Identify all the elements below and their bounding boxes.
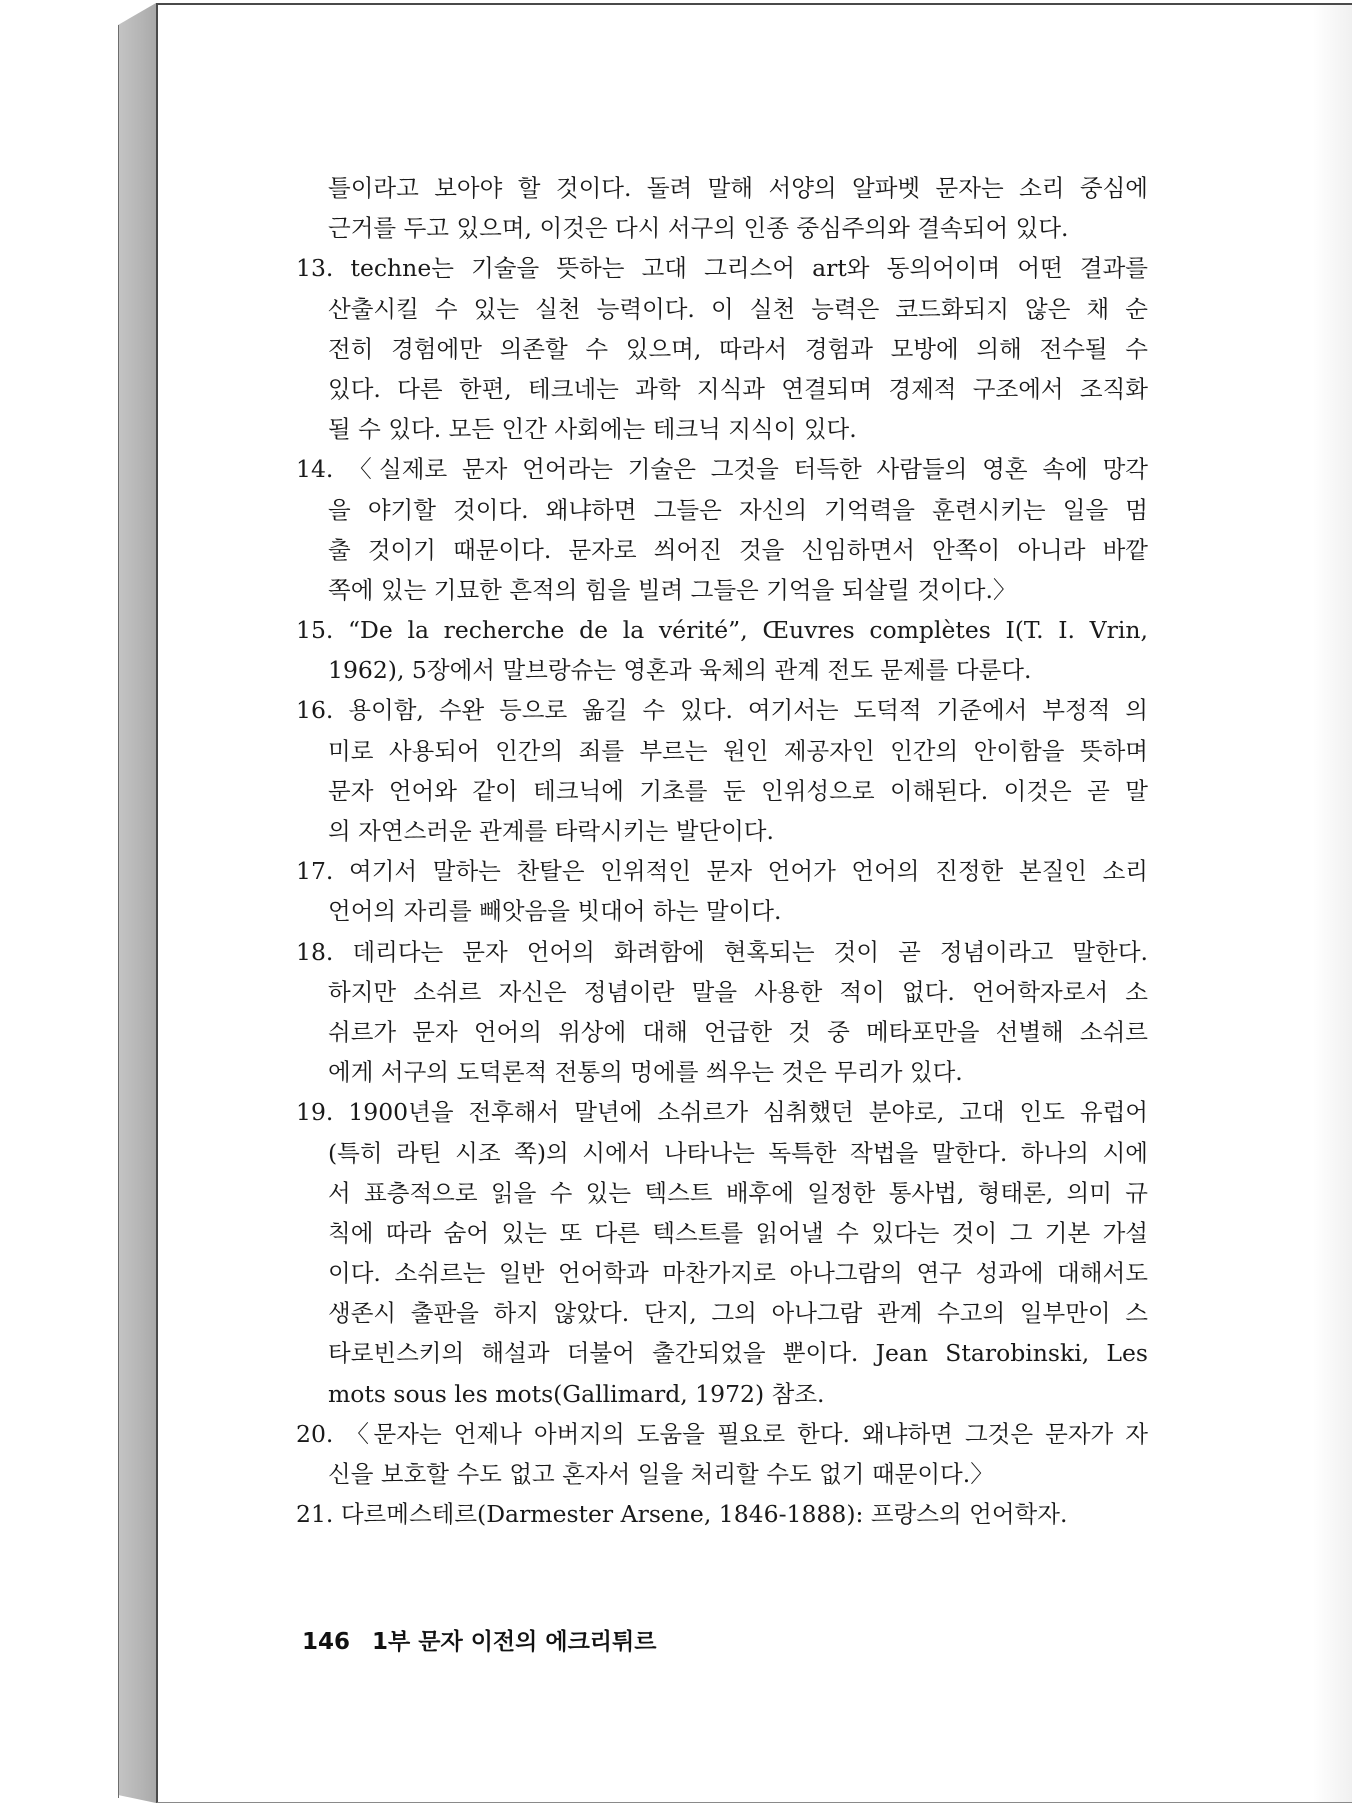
footnote-line bbox=[296, 1213, 1148, 1253]
footnote-text: 틀이라고 보아야 할 것이다. 돌려 말해 서양의 알파벳 문자는 소리 중심에 bbox=[328, 174, 1148, 202]
footnote-line bbox=[296, 771, 1148, 811]
footnote-text: 1962), 5장에서 말브랑슈는 영혼과 육체의 관계 전도 문제를 다룬다. bbox=[328, 656, 1032, 685]
footnote-19 bbox=[296, 1092, 1148, 1414]
footnote-text: (특히 라틴 시조 쪽)의 시에서 나타나는 독특한 작법을 말한다. 하나의 시에 bbox=[328, 1138, 1148, 1167]
footnote-text: 에게 서구의 도덕론적 전통의 멍에를 씌우는 것은 무리가 있다. bbox=[328, 1058, 963, 1087]
footnote-line bbox=[296, 369, 1148, 409]
footnote-15 bbox=[296, 610, 1148, 690]
footnote-text: 하지만 소쉬르 자신은 정념이란 말을 사용한 적이 없다. 언어학자로서 소 bbox=[328, 977, 1148, 1006]
footnote-line bbox=[296, 248, 1148, 288]
footnote-text: 의 자연스러운 관계를 타락시키는 발단이다. bbox=[328, 817, 774, 845]
footnote-line bbox=[296, 449, 1148, 489]
footnote-number: 16. bbox=[296, 696, 349, 725]
footnote-text: 산출시킬 수 있는 실천 능력이다. 이 실천 능력은 코드화되지 않은 채 순 bbox=[328, 294, 1148, 323]
footnote-text: 될 수 있다. 모든 인간 사회에는 테크닉 지식이 있다. bbox=[328, 415, 857, 444]
footnote-text: 신을 보호할 수도 없고 혼자서 일을 처리할 수도 없기 때문이다.〉 bbox=[328, 1460, 994, 1488]
footnote-text: 생존시 출판을 하지 않았다. 단지, 그의 아나그람 관계 수고의 일부만이 스 bbox=[328, 1299, 1148, 1328]
footnote-text: 쪽에 있는 기묘한 흔적의 힘을 빌려 그들은 기억을 되살릴 것이다.〉 bbox=[328, 575, 1017, 604]
footnote-text: 〈실제로 문자 언어라는 기술은 그것을 터득한 사람들의 영혼 속에 망각 bbox=[348, 455, 1149, 484]
footnote-line bbox=[296, 731, 1148, 771]
page-footer bbox=[302, 1623, 656, 1656]
footnote-text: 용이함, 수완 등으로 옮길 수 있다. 여기서는 도덕적 기준에서 부정적 의 bbox=[348, 696, 1148, 725]
footnote-text: 〈문자는 언제나 아버지의 도움을 필요로 한다. 왜냐하면 그것은 문자가 자 bbox=[345, 1419, 1149, 1448]
footnote-line bbox=[296, 1414, 1148, 1454]
footnote-text: 근거를 두고 있으며, 이것은 다시 서구의 인종 중심주의와 결속되어 있다. bbox=[328, 214, 1069, 243]
footnote-line bbox=[296, 851, 1148, 891]
footnote-21 bbox=[296, 1494, 1148, 1534]
footnote-continued bbox=[296, 168, 1148, 248]
footnote-number: 14. bbox=[296, 455, 349, 484]
footnote-number: 17. bbox=[296, 857, 350, 886]
footnote-line bbox=[296, 530, 1148, 570]
footnote-text: 언어의 자리를 빼앗음을 빗대어 하는 말이다. bbox=[328, 897, 782, 926]
footnote-number: 13. bbox=[296, 254, 351, 283]
footnote-line bbox=[296, 329, 1148, 369]
footnote-line bbox=[296, 1454, 1148, 1494]
footnote-text: 1900년을 전후해서 말년에 소쉬르가 심취했던 분야로, 고대 인도 유럽어 bbox=[348, 1098, 1148, 1127]
footnote-line bbox=[296, 409, 1148, 449]
footnote-text: techne는 기술을 뜻하는 고대 그리스어 art와 동의어이며 어떤 결과를 bbox=[350, 254, 1148, 283]
footnote-line bbox=[296, 1293, 1148, 1333]
footnote-14 bbox=[296, 449, 1148, 610]
footnote-text: 있다. 다른 한편, 테크네는 과학 지식과 연결되며 경제적 구조에서 조직화 bbox=[328, 374, 1148, 403]
footnote-line bbox=[296, 1173, 1148, 1213]
footnote-line bbox=[296, 932, 1148, 972]
footnote-line bbox=[296, 1333, 1148, 1373]
footnote-18 bbox=[296, 932, 1148, 1093]
footnote-text: 이다. 소쉬르는 일반 언어학과 마찬가지로 아나그람의 연구 성과에 대해서도 bbox=[328, 1259, 1148, 1288]
footnote-line bbox=[296, 1052, 1148, 1092]
footnote-line bbox=[296, 1012, 1148, 1052]
footnote-line bbox=[296, 690, 1148, 730]
book-spine-edge bbox=[118, 25, 119, 1798]
footnote-text: 칙에 따라 숨어 있는 또 다른 텍스트를 읽어낼 수 있다는 것이 그 기본 가설 bbox=[328, 1218, 1148, 1247]
footnote-line bbox=[296, 490, 1148, 530]
footnote-line bbox=[296, 168, 1148, 208]
footnotes-body bbox=[296, 168, 1148, 1534]
footnote-line bbox=[296, 891, 1148, 931]
footnote-text: 출 것이기 때문이다. 문자로 씌어진 것을 신임하면서 안쪽이 아니라 바깥 bbox=[328, 535, 1148, 564]
footnote-text: “De la recherche de la vérité”, Œuvres complètes I(T. I. Vrin, bbox=[348, 616, 1149, 645]
footnote-text: 미로 사용되어 인간의 죄를 부르는 원인 제공자인 인간의 안이함을 뜻하며 bbox=[328, 736, 1148, 765]
page-number: 146 bbox=[302, 1629, 351, 1655]
footnote-line bbox=[296, 811, 1148, 851]
footnote-line bbox=[296, 570, 1148, 610]
footnote-17 bbox=[296, 851, 1148, 931]
footnote-number: 20. bbox=[296, 1419, 346, 1448]
footnote-line bbox=[296, 289, 1148, 329]
footnote-16 bbox=[296, 690, 1148, 851]
footnote-text: 을 야기할 것이다. 왜냐하면 그들은 자신의 기억력을 훈련시키는 일을 멈 bbox=[328, 495, 1148, 524]
footnote-line bbox=[296, 972, 1148, 1012]
footnote-number: 18. bbox=[296, 937, 353, 966]
footnote-number: 19. bbox=[296, 1098, 349, 1127]
footnote-line bbox=[296, 1253, 1148, 1293]
footnote-text: 서 표층적으로 읽을 수 있는 텍스트 배후에 일정한 통사법, 형태론, 의미 규 bbox=[328, 1178, 1148, 1207]
footnote-text: 다르메스테르(Darmester Arsene, 1846-1888): 프랑스의 언어학자. bbox=[340, 1500, 1068, 1529]
footnote-line bbox=[296, 610, 1148, 650]
footnote-20 bbox=[296, 1414, 1148, 1494]
footnote-line bbox=[296, 208, 1148, 248]
footnote-line bbox=[296, 1133, 1148, 1173]
footnote-line bbox=[296, 650, 1148, 690]
footnote-number: 15. bbox=[296, 616, 349, 645]
footnote-text: 데리다는 문자 언어의 화려함에 현혹되는 것이 곧 정념이라고 말한다. bbox=[352, 937, 1149, 966]
footnote-text: 타로빈스키의 해설과 더불어 출간되었을 뿐이다. Jean Starobinski, Les bbox=[328, 1339, 1148, 1368]
footnote-text: mots sous les mots(Gallimard, 1972) 참조. bbox=[328, 1379, 825, 1408]
footnote-text: 전히 경험에만 의존할 수 있으며, 따라서 경험과 모방에 의해 전수될 수 bbox=[328, 334, 1148, 363]
footnote-line bbox=[296, 1374, 1148, 1414]
footnote-text: 문자 언어와 같이 테크닉에 기초를 둔 인위성으로 이해된다. 이것은 곧 말 bbox=[328, 776, 1148, 805]
footnote-text: 쉬르가 문자 언어의 위상에 대해 언급한 것 중 메타포만을 선별해 소쉬르 bbox=[328, 1017, 1148, 1046]
footnote-13 bbox=[296, 248, 1148, 449]
book-spine bbox=[118, 3, 156, 1803]
footnote-line bbox=[296, 1092, 1148, 1132]
running-head: 1부 문자 이전의 에크리튀르 bbox=[372, 1629, 657, 1655]
footnote-text: 여기서 말하는 찬탈은 인위적인 문자 언어가 언어의 진정한 본질인 소리 bbox=[349, 857, 1149, 886]
footnote-number: 21. bbox=[296, 1500, 341, 1529]
page-shade bbox=[1312, 5, 1352, 1802]
footnote-line bbox=[296, 1494, 1148, 1534]
